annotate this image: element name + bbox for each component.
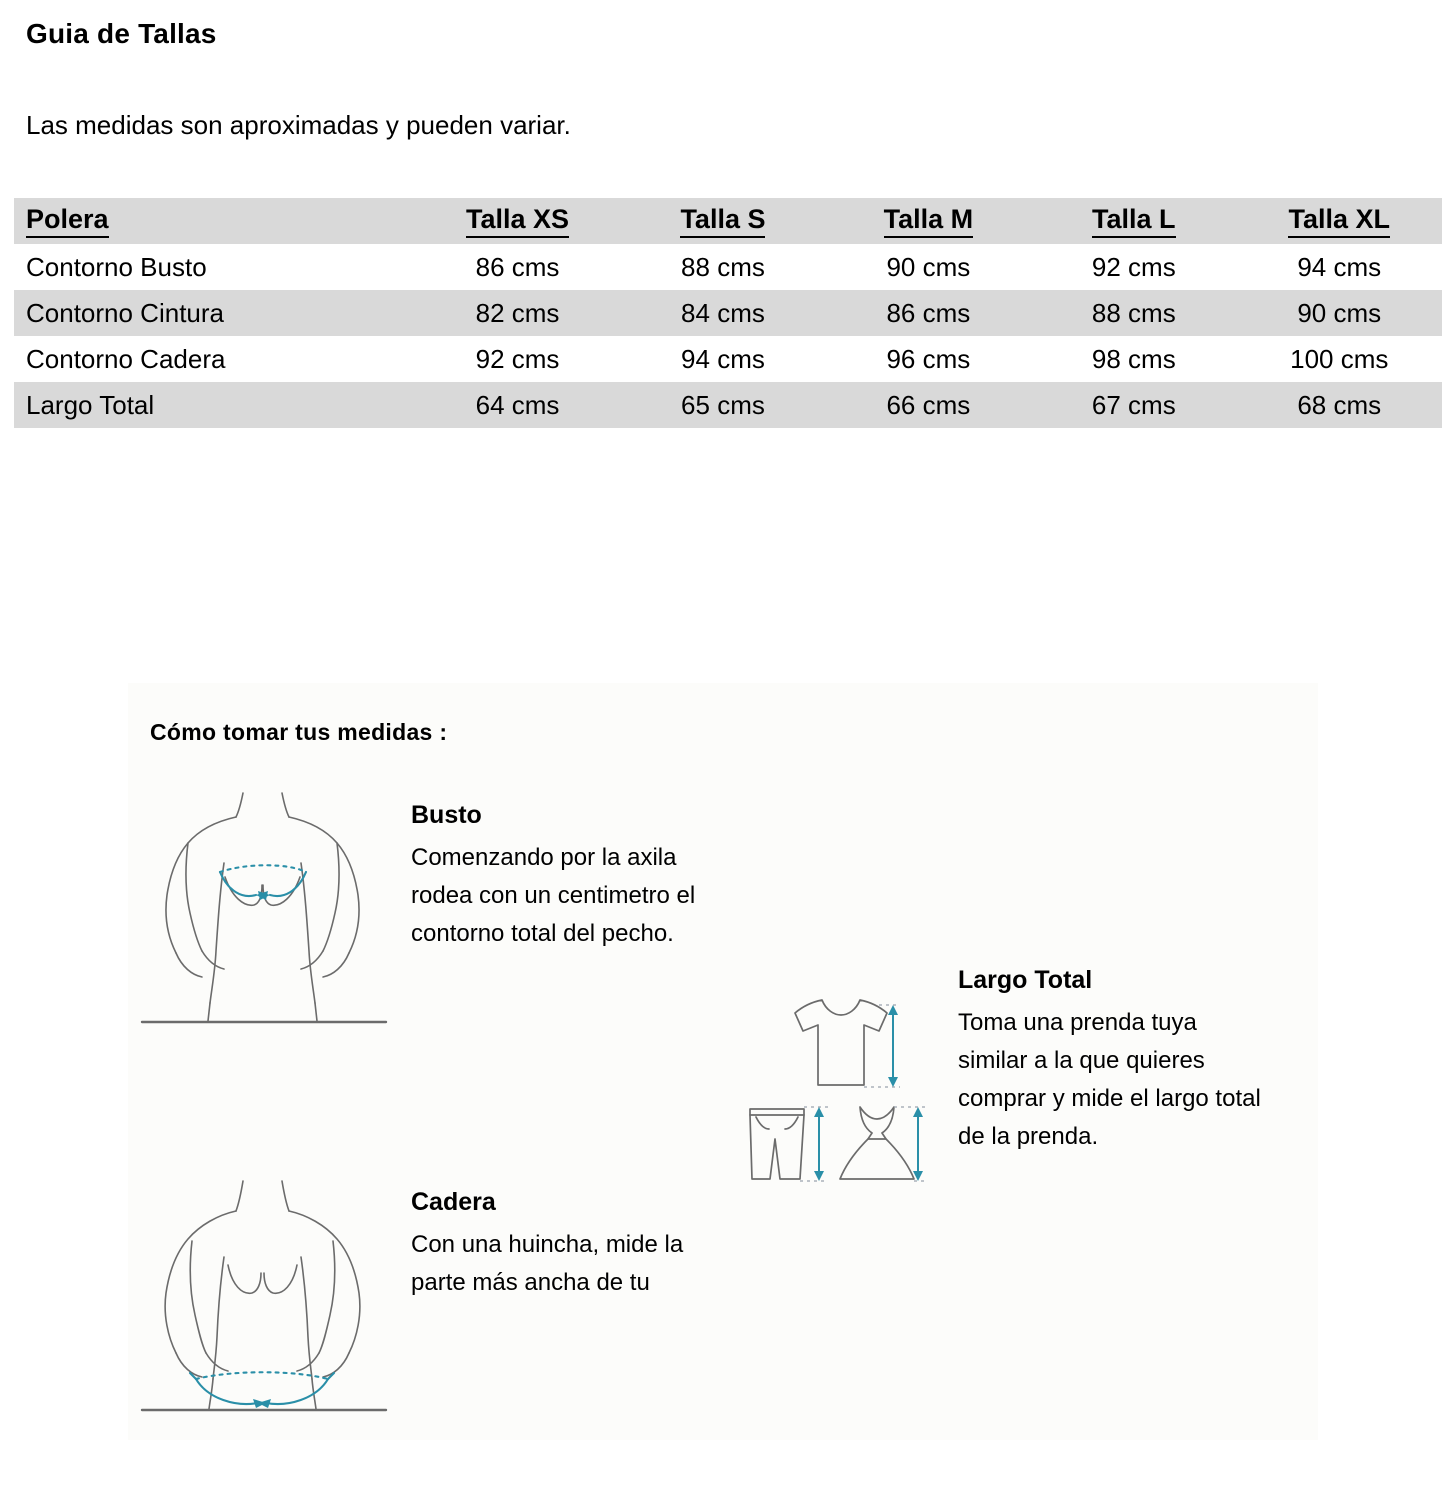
column-header-m [826,198,1031,244]
table-header-row [14,198,1442,244]
cell-xs: 82 cms [475,297,560,328]
column-header-xs-label: Talla XS [466,204,569,238]
largo-total-line-3: comprar y mide el largo total [958,1084,1261,1112]
size-chart-table [14,198,1442,428]
table-row [14,382,1442,428]
largo-total-line-4: de la prenda. [958,1122,1099,1150]
how-to-measure-panel [128,683,1318,1440]
cell-m: 66 cms [886,389,971,420]
cadera-line-2: parte más ancha de tu [411,1268,650,1296]
table-row [14,244,1442,290]
cell-s: 65 cms [681,389,765,420]
row-label: Contorno Cadera [26,343,226,374]
cadera-text-block [411,1188,683,1302]
column-header-s-label: Talla S [680,204,765,238]
busto-line-3: contorno total del pecho. [411,919,674,947]
cell-l: 88 cms [1091,297,1176,328]
cell-m: 86 cms [886,297,971,328]
column-header-xl [1237,198,1442,244]
torso-back-illustration [136,1173,406,1438]
cell-xl: 94 cms [1297,251,1382,282]
cell-l: 98 cms [1091,343,1176,374]
cell-xs: 92 cms [475,343,560,374]
row-label: Contorno Cintura [26,297,224,328]
column-header-garment [14,198,415,244]
largo-total-line-1: Toma una prenda tuya [958,1009,1197,1036]
cadera-line-1: Con una huincha, mide la [411,1231,684,1258]
cell-s: 88 cms [681,251,765,282]
cell-xs: 86 cms [475,251,560,282]
largo-total-text-block [958,966,1261,1156]
page-subtitle: Las medidas son aproximadas y pueden variar. [26,110,571,140]
cell-m: 96 cms [886,343,971,374]
column-header-garment-label: Polera [26,204,109,238]
table-row [14,336,1442,382]
column-header-xs [415,198,620,244]
cell-xs: 64 cms [475,389,560,420]
column-header-l [1031,198,1236,244]
torso-front-illustration [136,771,406,1046]
cell-s: 94 cms [681,343,765,374]
pants-icon [750,1109,804,1179]
largo-total-line-2: similar a la que quieres [958,1046,1205,1074]
dress-icon [840,1107,914,1179]
row-label: Largo Total [26,389,155,420]
garment-length-illustrations [748,983,948,1198]
cell-s: 84 cms [681,297,765,328]
cell-xl: 90 cms [1297,297,1382,328]
cell-m: 90 cms [886,251,971,282]
cell-xl: 68 cms [1297,389,1382,420]
row-label: Contorno Busto [26,251,207,282]
cadera-heading: Cadera [411,1188,496,1216]
cell-l: 92 cms [1091,251,1176,282]
busto-text-block [411,801,695,953]
busto-line-2: rodea con un centimetro el [411,881,696,909]
busto-heading: Busto [411,801,482,829]
column-header-m-label: Talla M [884,204,974,238]
largo-total-heading: Largo Total [958,966,1093,994]
column-header-s [620,198,825,244]
how-to-measure-title: Cómo tomar tus medidas : [150,719,448,745]
column-header-xl-label: Talla XL [1288,204,1390,238]
table-row [14,290,1442,336]
cell-xl: 100 cms [1290,343,1389,374]
column-header-l-label: Talla L [1092,204,1176,238]
page-title: Guia de Tallas [26,18,217,49]
tshirt-icon [795,1000,887,1085]
cell-l: 67 cms [1091,389,1176,420]
busto-line-1: Comenzando por la axila [411,844,677,871]
